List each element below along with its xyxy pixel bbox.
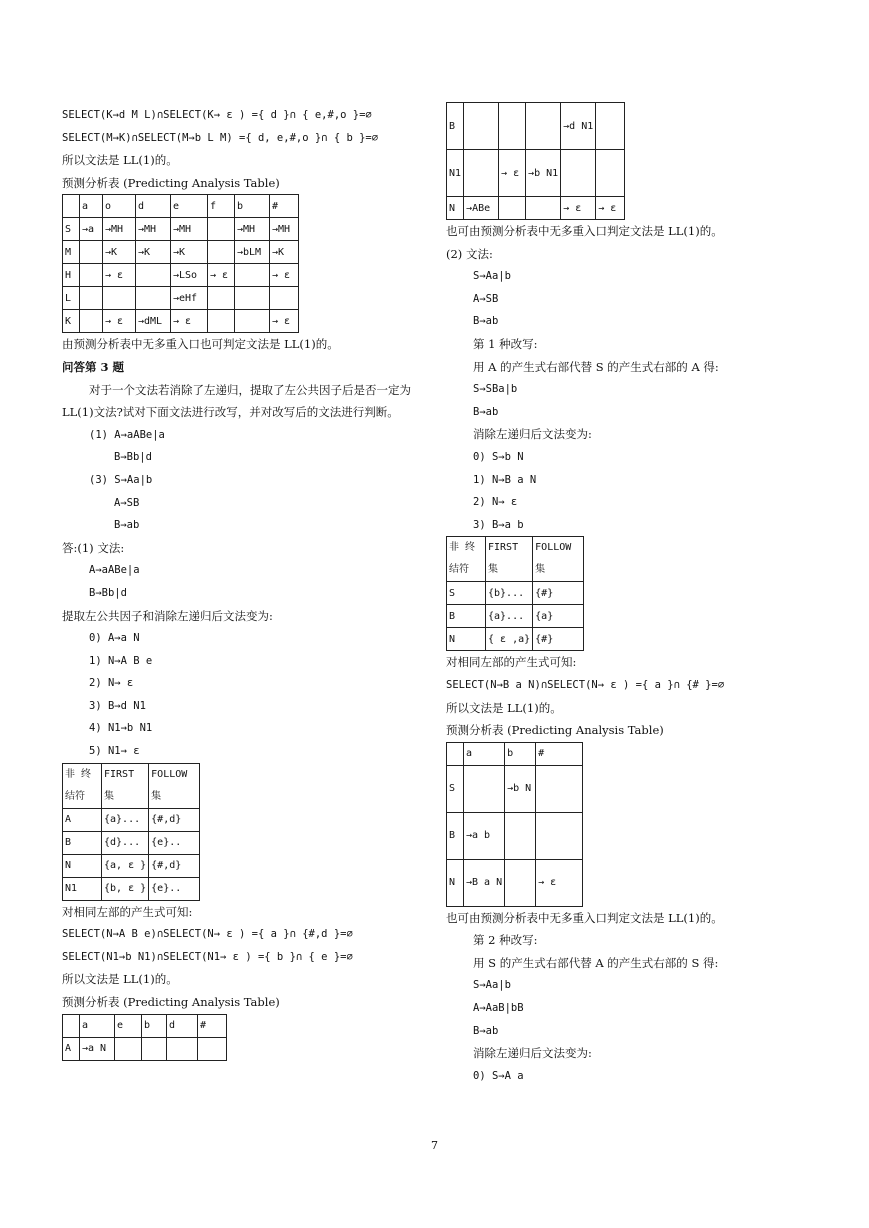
- answer-grammar-b: B→Bb|d: [89, 586, 127, 599]
- header-line: 集: [488, 564, 498, 576]
- table-header-cell: [63, 763, 102, 808]
- table-cell: [505, 812, 536, 859]
- table-cell: {a}...: [102, 808, 149, 831]
- header-line: 结符: [449, 564, 469, 576]
- table-cell: [63, 195, 80, 218]
- select-m-line: SELECT(M→K)∩SELECT(M→b L M) ={ d, e,#,o }∩ { b }=∅: [62, 131, 379, 144]
- table-cell: e: [171, 195, 208, 218]
- table-cell: S: [63, 218, 80, 241]
- header-line: 集: [535, 564, 546, 576]
- grammar-1-line-a: (1) A→aABe|a: [89, 428, 165, 441]
- table-cell: [208, 287, 235, 310]
- table-row: [63, 310, 299, 333]
- table-cell: M: [63, 241, 80, 264]
- table-cell: →K: [171, 241, 208, 264]
- table-row: [447, 628, 584, 651]
- header-line: 集: [104, 790, 114, 802]
- table-cell: → ε: [596, 197, 625, 220]
- table-header-cell: [447, 537, 486, 582]
- table-cell: [208, 241, 235, 264]
- rewrite-1-eliminate-text: 消除左递归后文法变为:: [473, 427, 592, 442]
- table-cell: {#,d}: [149, 854, 200, 877]
- production-list: [62, 627, 427, 763]
- table-cell: o: [103, 195, 136, 218]
- table-title: 预测分析表 (Predicting Analysis Table): [62, 175, 280, 190]
- rewrite-2-label: 第 2 种改写:: [473, 933, 538, 948]
- table-cell: d: [167, 1014, 198, 1037]
- table-cell: [103, 287, 136, 310]
- grammar-2-line-a: S→Aa|b: [473, 270, 511, 283]
- same-left-text: 对相同左部的产生式可知:: [446, 655, 577, 670]
- grammar-3-line-b: A→SB: [114, 496, 140, 509]
- rewrite-2-grammar-c: B→ab: [473, 1024, 499, 1037]
- production-line: 4) N1→b N1: [89, 722, 153, 735]
- table-cell: [464, 103, 499, 150]
- header-line: 结符: [65, 790, 85, 802]
- table-cell: [526, 197, 561, 220]
- rewrite-2-text: 用 S 的产生式右部代替 A 的产生式右部的 S 得:: [473, 955, 719, 970]
- table-cell: [198, 1037, 227, 1060]
- production-line: 2) N→ ε: [89, 677, 134, 690]
- header-line: FIRST: [104, 768, 135, 780]
- table-cell: [235, 310, 270, 333]
- table-cell: [596, 150, 625, 197]
- rewrite-1-label: 第 1 种改写:: [473, 336, 538, 351]
- table-cell: {b, ε }: [102, 877, 149, 900]
- rewrite-2-grammar-a: S→Aa|b: [473, 979, 511, 992]
- table-cell: → ε: [171, 310, 208, 333]
- table-cell: e: [115, 1014, 142, 1037]
- table-cell: [80, 310, 103, 333]
- table-header-row: [447, 537, 584, 582]
- table-cell: B: [447, 103, 464, 150]
- table-cell: → ε: [208, 264, 235, 287]
- table-cell: [536, 765, 583, 812]
- table-cell: →MH: [136, 218, 171, 241]
- table-cell: [536, 812, 583, 859]
- table-cell: N: [63, 854, 102, 877]
- table-cell: →LSo: [171, 264, 208, 287]
- production-line: 2) N→ ε: [473, 496, 518, 509]
- grammar-1-line-b: B→Bb|d: [114, 451, 152, 464]
- production-line: 1) N→B a N: [473, 473, 537, 486]
- production-line: 3) B→a b: [473, 518, 524, 531]
- table-cell: [115, 1037, 142, 1060]
- table-cell: N: [447, 197, 464, 220]
- header-line: 非 终: [449, 542, 476, 554]
- table-cell: {#}: [533, 628, 584, 651]
- table-cell: →b N: [505, 765, 536, 812]
- select-k-line: SELECT(K→d M L)∩SELECT(K→ ε ) ={ d }∩ { e,#,o }=∅: [62, 109, 372, 121]
- table-cell: {a, ε }: [102, 854, 149, 877]
- right-column: [446, 102, 816, 1087]
- page-number: 7: [431, 1139, 438, 1152]
- grammar-2-line-c: B→ab: [473, 315, 499, 328]
- table-cell: #: [198, 1014, 227, 1037]
- table-row: [447, 605, 584, 628]
- production-line: 3) B→d N1: [89, 699, 146, 712]
- table-cell: → ε: [103, 264, 136, 287]
- production-line: 0) A→a N: [89, 632, 140, 645]
- table-cell: →a N: [80, 1037, 115, 1060]
- table-row: [63, 1037, 227, 1060]
- table-cell: [235, 264, 270, 287]
- table-row: [63, 287, 299, 310]
- transform-text: 提取左公共因子和消除左递归后文法变为:: [62, 608, 273, 623]
- table-cell: [235, 287, 270, 310]
- table-cell: →K: [270, 241, 299, 264]
- table-cell: a: [464, 742, 505, 765]
- table-cell: N1: [447, 150, 464, 197]
- table-cell: →a: [80, 218, 103, 241]
- table-cell: {a}...: [486, 605, 533, 628]
- table-header-cell: [486, 537, 533, 582]
- table-cell: f: [208, 195, 235, 218]
- table-cell: A: [63, 808, 102, 831]
- table-cell: {b}...: [486, 582, 533, 605]
- table-cell: → ε: [270, 264, 299, 287]
- table-cell: b: [142, 1014, 167, 1037]
- header-line: 非 终: [65, 768, 92, 780]
- table-row: [447, 765, 583, 812]
- predicting-table-3: [446, 742, 583, 907]
- rewrite-2-eliminate-text: 消除左递归后文法变为:: [473, 1046, 592, 1061]
- table-cell: →b N1: [526, 150, 561, 197]
- table-cell: →MH: [103, 218, 136, 241]
- table-cell: [270, 287, 299, 310]
- production-line: 1) N→A B e: [89, 654, 153, 667]
- table-cell: [505, 859, 536, 906]
- same-left-text: 对相同左部的产生式可知:: [62, 904, 193, 919]
- table-cell: → ε: [103, 310, 136, 333]
- table-cell: {d}...: [102, 831, 149, 854]
- predicting-table-1: [62, 194, 299, 333]
- production-line: 5) N1→ ε: [89, 745, 140, 758]
- production-list: [446, 446, 816, 536]
- table-cell: → ε: [270, 310, 299, 333]
- table-row: [63, 218, 299, 241]
- table-cell: [499, 103, 526, 150]
- first-follow-table: [62, 763, 200, 901]
- table-cell: →MH: [171, 218, 208, 241]
- table-cell: [464, 150, 499, 197]
- table-row: [447, 859, 583, 906]
- table-cell: B: [447, 605, 486, 628]
- ll1-conclusion: 所以文法是 LL(1)的。: [62, 972, 178, 987]
- rewrite-1-grammar-a: S→SBa|b: [473, 383, 518, 396]
- table-row: [447, 197, 625, 220]
- table-cell: [136, 264, 171, 287]
- table-cell: [63, 1014, 80, 1037]
- table-cell: #: [536, 742, 583, 765]
- table-cell: →K: [136, 241, 171, 264]
- table-cell: →B a N: [464, 859, 505, 906]
- table-header-row: [447, 742, 583, 765]
- table-title: 预测分析表 (Predicting Analysis Table): [446, 723, 664, 738]
- table-cell: B: [63, 831, 102, 854]
- table-header-cell: [102, 763, 149, 808]
- table-cell: [167, 1037, 198, 1060]
- question-3-text: 对于一个文法若消除了左递归，提取了左公共因子后是否一定为 LL(1)文法?试对下面文法进行改写，并对改写后的文法进行判断。: [62, 382, 411, 420]
- table-cell: →bLM: [235, 241, 270, 264]
- table-cell: [80, 241, 103, 264]
- table-header-cell: [533, 537, 584, 582]
- table-cell: →d N1: [561, 103, 596, 150]
- note-no-multiple-entry: 也可由预测分析表中无多重入口判定文法是 LL(1)的。: [446, 910, 723, 925]
- table-cell: { ε ,a}: [486, 628, 533, 651]
- table-title: 预测分析表 (Predicting Analysis Table): [62, 995, 280, 1010]
- table-row: [447, 582, 584, 605]
- predicting-table-2: [62, 1014, 227, 1061]
- production-line: 0) S→b N: [473, 450, 524, 463]
- table-cell: →MH: [235, 218, 270, 241]
- table-cell: B: [447, 812, 464, 859]
- table-cell: [526, 103, 561, 150]
- question-3-heading: 问答第 3 题: [62, 359, 125, 374]
- table-cell: S: [447, 582, 486, 605]
- table-row: [63, 877, 200, 900]
- table-cell: {a}: [533, 605, 584, 628]
- table-row: [63, 808, 200, 831]
- rewrite-2-production-0: 0) S→A a: [473, 1069, 524, 1082]
- table-cell: →K: [103, 241, 136, 264]
- table-cell: [561, 150, 596, 197]
- table-cell: [80, 287, 103, 310]
- table-row: [63, 241, 299, 264]
- table-row: [63, 831, 200, 854]
- table-cell: [142, 1037, 167, 1060]
- left-column: [62, 104, 427, 1061]
- table-cell: [136, 287, 171, 310]
- table-cell: [464, 765, 505, 812]
- table-cell: A: [63, 1037, 80, 1060]
- note-no-multiple-entry: 由预测分析表中无多重入口也可判定文法是 LL(1)的。: [62, 337, 339, 352]
- ll1-conclusion: 所以文法是 LL(1)的。: [62, 153, 178, 168]
- table-row: [447, 812, 583, 859]
- table-cell: {e}..: [149, 877, 200, 900]
- header-line: FIRST: [488, 542, 519, 554]
- table-cell: →ABe: [464, 197, 499, 220]
- ll1-conclusion: 所以文法是 LL(1)的。: [446, 700, 562, 715]
- table-cell: #: [270, 195, 299, 218]
- rewrite-2-grammar-b: A→AaB|bB: [473, 1002, 524, 1015]
- table-row: [447, 150, 625, 197]
- table-cell: L: [63, 287, 80, 310]
- table-cell: a: [80, 195, 103, 218]
- table-cell: H: [63, 264, 80, 287]
- table-cell: b: [235, 195, 270, 218]
- table-cell: [499, 197, 526, 220]
- table-cell: N: [447, 628, 486, 651]
- table-cell: → ε: [499, 150, 526, 197]
- predicting-table-2-continued: [446, 102, 625, 220]
- select-n-line: SELECT(N→B a N)∩SELECT(N→ ε ) ={ a }∩ {# }=∅: [446, 678, 725, 691]
- table-cell: S: [447, 765, 464, 812]
- table-cell: b: [505, 742, 536, 765]
- table-cell: [596, 103, 625, 150]
- table-cell: N: [447, 859, 464, 906]
- table-cell: N1: [63, 877, 102, 900]
- table-cell: →MH: [270, 218, 299, 241]
- table-row: [63, 264, 299, 287]
- table-cell: →dML: [136, 310, 171, 333]
- table-cell: →eHf: [171, 287, 208, 310]
- answer-label: 答:(1) 文法:: [62, 540, 125, 555]
- table-header-row: [63, 195, 299, 218]
- rewrite-1-text: 用 A 的产生式右部代替 S 的产生式右部的 A 得:: [473, 359, 719, 374]
- table-cell: K: [63, 310, 80, 333]
- table-cell: a: [80, 1014, 115, 1037]
- header-line: FOLLOW: [151, 768, 188, 780]
- first-follow-table: [446, 536, 584, 651]
- table-cell: {#}: [533, 582, 584, 605]
- table-cell: {#,d}: [149, 808, 200, 831]
- table-row: [447, 103, 625, 150]
- table-header-row: [63, 1014, 227, 1037]
- table-cell: →a b: [464, 812, 505, 859]
- header-line: 集: [151, 790, 162, 802]
- rewrite-1-grammar-b: B→ab: [473, 405, 499, 418]
- table-row: [63, 854, 200, 877]
- table-cell: [208, 218, 235, 241]
- table-cell: → ε: [561, 197, 596, 220]
- select-n-line: SELECT(N→A B e)∩SELECT(N→ ε ) ={ a }∩ {#,d }=∅: [62, 928, 353, 941]
- table-cell: [80, 264, 103, 287]
- grammar-3-line-a: (3) S→Aa|b: [89, 473, 153, 486]
- part-2-label: (2) 文法:: [446, 246, 493, 261]
- answer-grammar-a: A→aABe|a: [89, 564, 140, 577]
- table-cell: d: [136, 195, 171, 218]
- note-no-multiple-entry: 也可由预测分析表中无多重入口判定文法是 LL(1)的。: [446, 224, 723, 238]
- table-cell: [447, 742, 464, 765]
- grammar-3-line-c: B→ab: [114, 519, 140, 532]
- table-cell: → ε: [536, 859, 583, 906]
- table-header-row: [63, 763, 200, 808]
- grammar-2-line-b: A→SB: [473, 292, 499, 305]
- header-line: FOLLOW: [535, 542, 572, 554]
- table-header-cell: [149, 763, 200, 808]
- table-cell: [208, 310, 235, 333]
- table-cell: {e}..: [149, 831, 200, 854]
- select-n1-line: SELECT(N1→b N1)∩SELECT(N1→ ε ) ={ b }∩ { e }=∅: [62, 950, 353, 963]
